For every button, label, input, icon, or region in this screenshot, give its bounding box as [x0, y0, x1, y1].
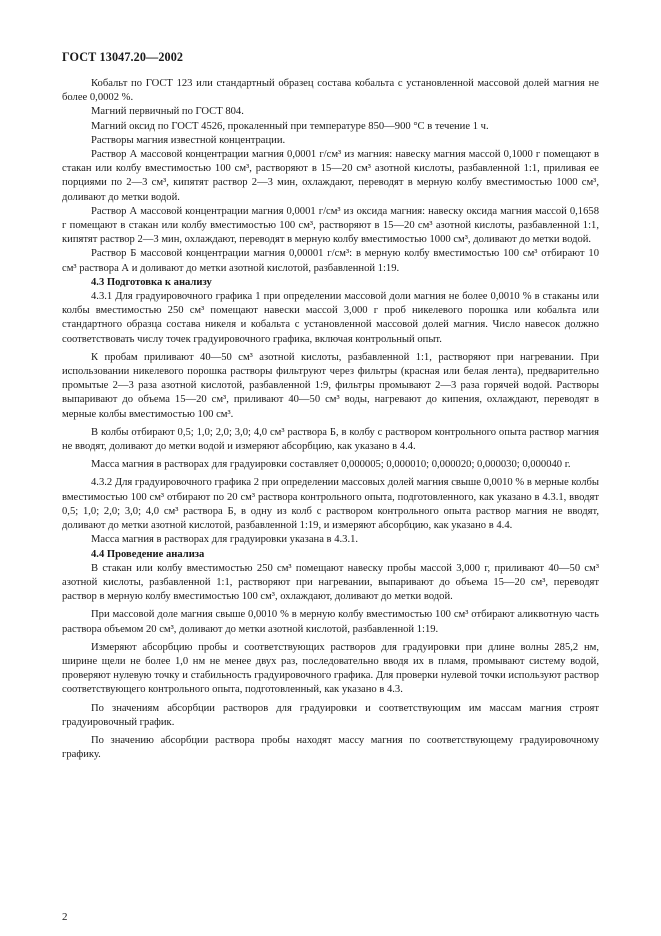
- paragraph: При массовой доле магния свыше 0,0010 % в мерную колбу вместимостью 100 см³ отбирают аликвотную часть раствора объемом 20 см³, доливают до метки азотной кислотой, разбавленной 1:19.: [62, 609, 599, 635]
- section-heading: 4.3 Подготовка к анализу: [91, 276, 212, 288]
- paragraph: Масса магния в растворах для градуировки указана в 4.3.1.: [91, 534, 359, 546]
- paragraph: Магний оксид по ГОСТ 4526, прокаленный при температуре 850—900 °С в течение 1 ч.: [91, 120, 489, 132]
- paragraph: Растворы магния известной концентрации.: [91, 134, 286, 146]
- page-number: 2: [62, 911, 68, 923]
- document-header: ГОСТ 13047.20—2002: [62, 50, 184, 64]
- paragraph: Раствор А массовой концентрации магния 0,0001 г/см³ из магния: навеску магния массой 0,1000 г помещают в стакан или колбу вместимостью 100 см³, растворяют в 15—20 см³ азотной кислоты, разбавленной 1:1, приливая ее порциями по 2—3 см³, кипятят раствор 2—3 мин, охлаждают, переводят в мерную колбу вместимостью 1000 см³, доливают до метки водой.: [62, 149, 599, 203]
- paragraph: Кобальт по ГОСТ 123 или стандартный образец состава кобальта с установленной массовой долей магния не более 0,0002 %.: [62, 78, 599, 104]
- paragraph: К пробам приливают 40—50 см³ азотной кислоты, разбавленной 1:1, растворяют при нагревании. При использовании никелевого порошка растворы фильтруют через фильтры (красная или белая лента), предварительно промытые 2—3 раза азотной кислотой, разбавленной 1:9, фильтры промывают 2—3 раза горячей водой. Растворы выпаривают до объема 15—20 см³, приливают 40—50 см³ воды, нагревают до кипения, охлаждают, переводят в мерные колбы вместимостью 100 см³.: [62, 351, 599, 420]
- paragraph: В стакан или колбу вместимостью 250 см³ помещают навеску пробы массой 3,000 г, приливают 40—50 см³ азотной кислоты, разбавленной 1:1, растворяют при нагревании, выпаривают до объема 15—20 см³, переводят раствор в мерную колбу вместимостью 100 см³, охлаждают, доливают до метки водой.: [62, 562, 599, 603]
- section-heading: 4.4 Проведение анализа: [91, 548, 205, 560]
- paragraph: Масса магния в растворах для градуировки составляет 0,000005; 0,000010; 0,000020; 0,000030; 0,000040 г.: [91, 459, 571, 471]
- paragraph: 4.3.1 Для градуировочного графика 1 при определении массовой доли магния не более 0,0010 % в стаканы или колбы вместимостью 250 см³ помещают навески массой 3,000 г проб никелевого порошка или кобальта или стандартного образца состава никеля и кобальта с установленной массовой долей магния. Число навесок должно соответствовать числу точек градуировочного графика, включая контрольный опыт.: [62, 291, 599, 345]
- document-body: [62, 77, 599, 762]
- paragraph: По значениям абсорбции растворов для градуировки и соответствующим им массам магния строят градуировочный график.: [62, 702, 599, 728]
- paragraph: По значению абсорбции раствора пробы находят массу магния по соответствующему градуировочному графику.: [62, 734, 599, 761]
- paragraph: Измеряют абсорбцию пробы и соответствующих растворов для градуировки при длине волны 285,2 нм, ширине щели не более 1,0 нм не менее двух раз, последовательно вводя их в пламя, промывают систему водой, проверяют нулевую точку и стабильность градуировочного графика. Для проверки нулевой точки используют раствор соответствующего контрольного опыта, подготовленный, как указано в 4.3.: [62, 641, 599, 696]
- paragraph: Раствор Б массовой концентрации магния 0,00001 г/см³: в мерную колбу вместимостью 100 см³ отбирают 10 см³ раствора А и доливают до метки азотной кислотой, разбавленной 1:19.: [62, 248, 599, 274]
- paragraph: Магний первичный по ГОСТ 804.: [91, 106, 244, 118]
- paragraph: В колбы отбирают 0,5; 1,0; 2,0; 3,0; 4,0 см³ раствора Б, в колбу с раствором контрольного опыта раствор магния не вводят, доливают до метки водой и измеряют абсорбцию, как указано в 4.4.: [62, 426, 599, 453]
- paragraph: Раствор А массовой концентрации магния 0,0001 г/см³ из оксида магния: навеску оксида магния массой 0,1658 г помещают в стакан или колбу вместимостью 100 см³, растворяют в 15—20 см³ азотной кислоты, разбавленной 1:1, кипятят раствор 2—3 мин, охлаждают, переводят в мерную колбу вместимостью 1000 см³, доливают до метки водой.: [62, 205, 599, 246]
- paragraph: 4.3.2 Для градуировочного графика 2 при определении массовых долей магния свыше 0,0010 % в мерные колбы вместимостью 100 см³ отбирают по 20 см³ раствора контрольного опыта, подготовленного, как указано в 4.3.1, вводят 0,5; 1,0; 2,0; 3,0; 4,0 см³ раствора Б, в одну из колб с раствором контрольного опыта раствор магния не вводят, доливают до метки азотной кислотой, разбавленной 1:19, и измеряют абсорбцию, как указано в 4.4.: [62, 477, 599, 532]
